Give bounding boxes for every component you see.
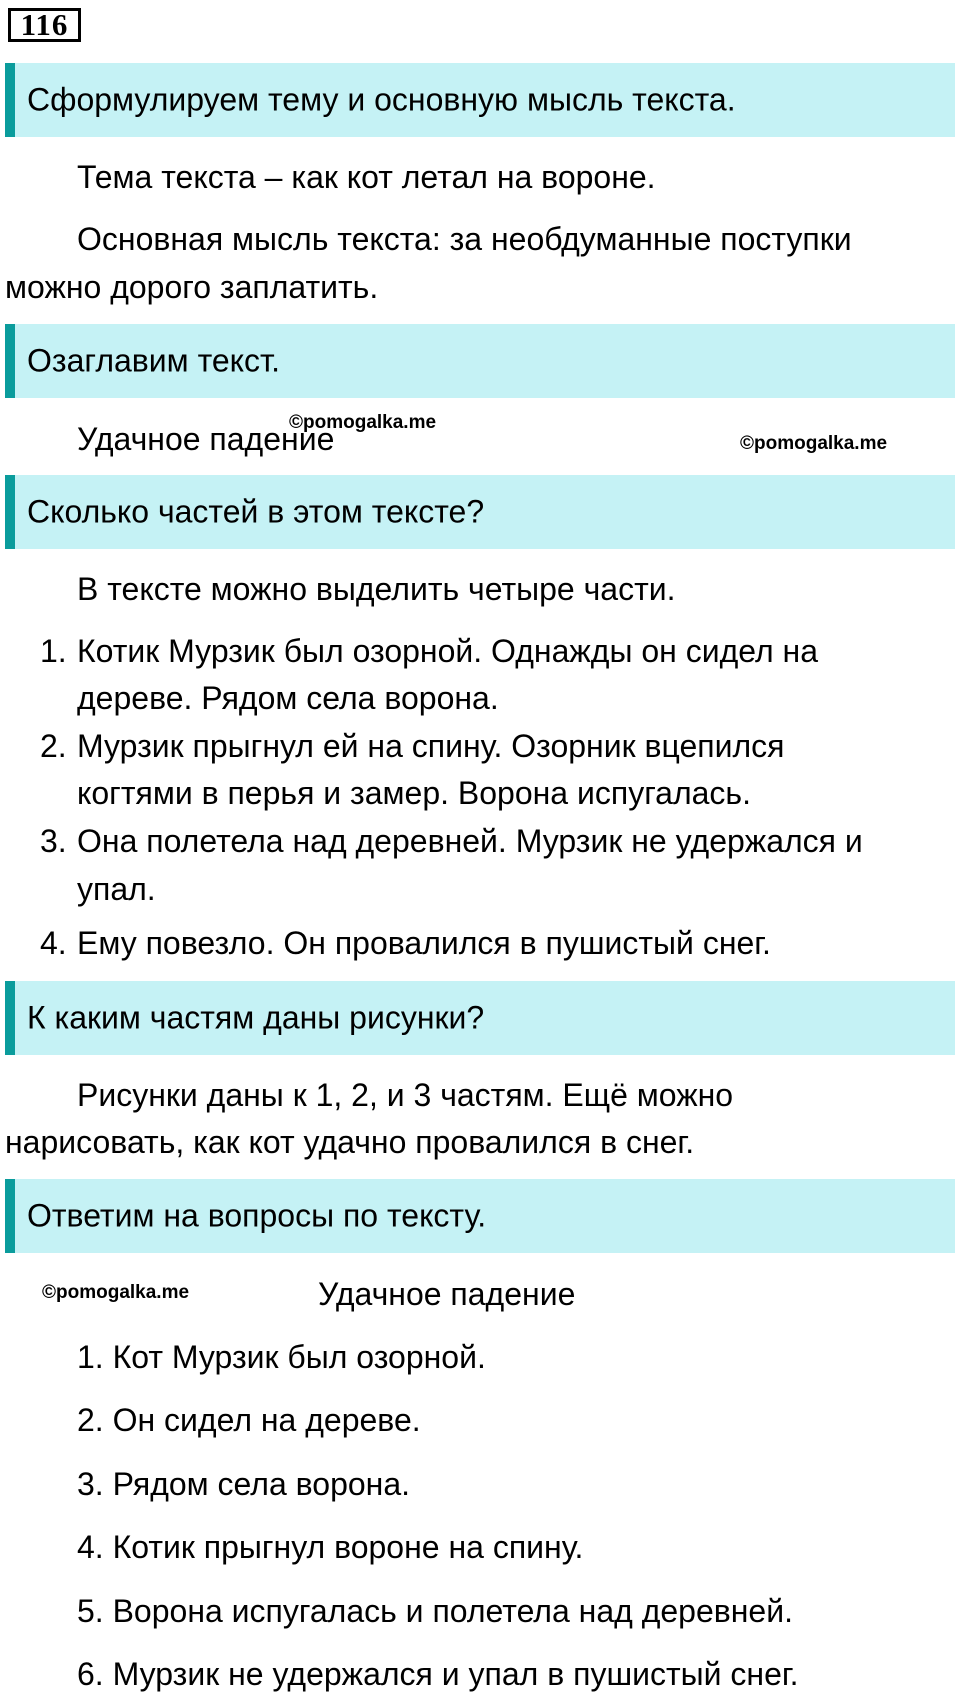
section-heading-title [5,324,955,398]
watermark: ©pomogalka.me [289,412,437,433]
watermark: ©pomogalka.me [42,1282,190,1303]
answer-item: 2. Он сидел на дереве. [77,1402,421,1438]
section-heading-parts [5,475,955,549]
section-heading-text: Сколько частей в этом тексте? [27,493,485,530]
section-heading-text: К каким частям даны рисунки? [27,999,485,1036]
answer-item: 5. Ворона испугалась и полетела над деревней. [77,1593,793,1629]
part-number: 1. [40,633,67,669]
part-number: 2. [40,728,67,764]
part-line: когтями в перья и замер. Ворона испугалась. [77,775,751,811]
pictures-answer-line-1: Рисунки даны к 1, 2, и 3 частям. Ещё можно [77,1077,734,1113]
exercise-number: 116 [8,8,81,42]
part-line: Котик Мурзик был озорной. Однажды он сидел на [77,633,819,669]
part-line: дереве. Рядом села ворона. [77,680,499,716]
main-idea-line-2: можно дорого заплатить. [5,269,379,305]
section-heading-text: Ответим на вопросы по тексту. [27,1197,487,1234]
section-heading-pictures [5,981,955,1055]
section-heading-text: Озаглавим текст. [27,342,281,379]
part-line: Ему повезло. Он провалился в пушистый снег. [77,925,771,961]
section-heading-theme [5,63,955,137]
section-heading-text: Сформулируем тему и основную мысль текста. [27,81,736,118]
answer-item: 6. Мурзик не удержался и упал в пушистый снег. [77,1656,799,1692]
answers-title: Удачное падение [318,1276,576,1312]
theme-line: Тема текста – как кот летал на вороне. [77,159,656,195]
part-number: 4. [40,925,67,961]
answer-item: 3. Рядом села ворона. [77,1466,411,1502]
section-heading-questions [5,1179,955,1253]
main-idea-line-1: Основная мысль текста: за необдуманные поступки [77,221,852,257]
pictures-answer-line-2: нарисовать, как кот удачно провалился в снег. [5,1124,695,1160]
parts-intro: В тексте можно выделить четыре части. [77,571,676,607]
title-answer: Удачное падение [77,421,335,457]
part-line: Мурзик прыгнул ей на спину. Озорник вцепился [77,728,785,764]
answer-item: 4. Котик прыгнул вороне на спину. [77,1529,584,1565]
part-line: упал. [77,871,156,907]
part-line: Она полетела над деревней. Мурзик не удержался и [77,823,863,859]
part-number: 3. [40,823,67,859]
answer-item: 1. Кот Мурзик был озорной. [77,1339,486,1375]
watermark: ©pomogalka.me [740,433,888,454]
